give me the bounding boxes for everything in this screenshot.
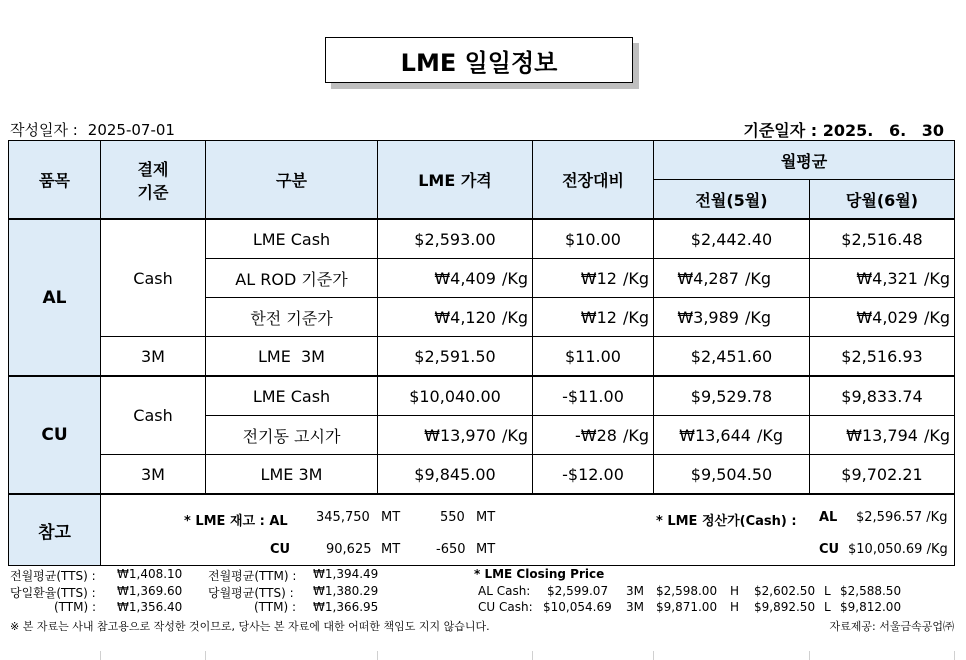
unit-kg: /Kg (744, 307, 771, 327)
header-category: 구분 (206, 141, 378, 220)
settle-label: * LME 정산가(Cash) : (656, 514, 797, 529)
row-prev: ₩4,287 /Kg (654, 259, 810, 298)
al-stock-change: 550 (440, 510, 465, 525)
row-prev: $9,529.78 (654, 376, 810, 416)
row-price: $2,593.00 (378, 219, 533, 259)
fx-value: ₩1,356.40 (117, 600, 183, 614)
closing-3m: $2,598.00 (656, 584, 718, 598)
fx-value: ₩1,394.49 (313, 567, 379, 581)
row-curr: ₩13,794 /Kg (810, 416, 955, 455)
row-price: ₩4,120 /Kg (378, 298, 533, 337)
closing-3m-label: 3M (626, 600, 644, 614)
closing-high: $2,602.50 (754, 584, 816, 598)
base-date-day: 30 (921, 121, 944, 140)
reference-label: 참고 (9, 494, 101, 566)
fx-value: ₩1,366.95 (313, 600, 379, 614)
al-stock: 345,750 (316, 510, 370, 525)
reference-content (100, 492, 954, 564)
table-row (9, 219, 955, 259)
closing-metal: CU Cash: (478, 600, 533, 614)
settle-3m-al: 3M (101, 337, 206, 377)
fx-label: (TTM) : (254, 600, 297, 614)
base-date-year: 2025. (822, 121, 874, 140)
settle-cash-cu: Cash (101, 376, 206, 455)
base-date (743, 118, 944, 141)
written-date-value: 2025-07-01 (87, 121, 175, 139)
al-settle-metal: AL (819, 510, 838, 525)
header-change: 전장대비 (533, 141, 654, 220)
closing-cash: $10,054.69 (543, 600, 612, 614)
row-prev: $9,504.50 (654, 455, 810, 495)
closing-metal: AL Cash: (478, 584, 531, 598)
settle-cash-al: Cash (101, 219, 206, 337)
row-change: $11.00 (533, 337, 654, 377)
row-name: LME 3M (206, 455, 378, 495)
row-name: 한전 기준가 (206, 298, 378, 337)
unit-kg: /Kg (622, 307, 649, 327)
footer (0, 566, 966, 636)
row-price: $10,040.00 (378, 376, 533, 416)
cu-settle-metal: CU (819, 542, 840, 557)
row-prev: ₩13,644 /Kg (654, 416, 810, 455)
header-curr-month: 당월(6월) (810, 180, 955, 220)
header-prev-month: 전월(5월) (654, 180, 810, 220)
row-prev: $2,442.40 (654, 219, 810, 259)
cu-change-unit: MT (476, 542, 496, 557)
fx-label: 당월평균(TTS) : (208, 586, 294, 600)
written-date-label: 작성일자 : (10, 121, 78, 139)
unit-kg: /Kg (501, 307, 528, 327)
header-item: 품목 (9, 141, 101, 220)
closing-3m-label: 3M (626, 584, 644, 598)
closing-low: $9,812.00 (840, 600, 902, 614)
settle-3m-cu: 3M (101, 455, 206, 495)
cu-settle-value: $10,050.69 /Kg (848, 542, 948, 557)
metal-label-al: AL (9, 219, 101, 376)
fx-value: ₩1,408.10 (117, 567, 183, 581)
header-settle-line1: 결제 (137, 159, 169, 179)
unit-kg: /Kg (923, 425, 950, 445)
closing-high: $9,892.50 (754, 600, 816, 614)
unit-kg: /Kg (923, 268, 950, 288)
fx-label: 전월평균(TTM) : (208, 569, 297, 583)
row-change: -$12.00 (533, 455, 654, 495)
row-curr: $9,702.21 (810, 455, 955, 495)
unit-kg: /Kg (501, 425, 528, 445)
closing-high-label: H (730, 584, 740, 598)
row-price: ₩4,409 /Kg (378, 259, 533, 298)
row-name: LME Cash (206, 219, 378, 259)
cu-stock-change: -650 (436, 542, 466, 557)
row-name: 전기동 고시가 (206, 416, 378, 455)
row-curr: $2,516.93 (810, 337, 955, 377)
table-row (9, 455, 955, 495)
unit-kg: /Kg (923, 307, 950, 327)
al-settle-value: $2,596.57 /Kg (856, 510, 948, 525)
unit-kg: /Kg (756, 425, 783, 445)
table-row (9, 337, 955, 377)
row-price: ₩13,970 /Kg (378, 416, 533, 455)
stock-label: * LME 재고 : AL (184, 514, 288, 529)
written-date (10, 119, 175, 140)
closing-low-label: L (824, 584, 831, 598)
header-monthly-avg: 월평균 (654, 141, 955, 180)
row-name: AL ROD 기준가 (206, 259, 378, 298)
cu-stock-unit: MT (381, 542, 401, 557)
row-change: ₩12 /Kg (533, 259, 654, 298)
row-change: $10.00 (533, 219, 654, 259)
row-prev: ₩3,989 /Kg (654, 298, 810, 337)
closing-low: $2,588.50 (840, 584, 902, 598)
fx-value: ₩1,369.60 (117, 584, 183, 598)
row-curr: ₩4,029 /Kg (810, 298, 955, 337)
unit-kg: /Kg (501, 268, 528, 288)
row-curr: $9,833.74 (810, 376, 955, 416)
fx-label: 당일환율(TTS) : (10, 586, 96, 600)
row-price: $2,591.50 (378, 337, 533, 377)
al-change-unit: MT (476, 510, 496, 525)
fx-label: 전월평균(TTS) : (10, 569, 96, 583)
base-date-label: 기준일자 : (743, 121, 818, 140)
row-change: ₩12 /Kg (533, 298, 654, 337)
closing-3m: $9,871.00 (656, 600, 718, 614)
table-row (9, 376, 955, 416)
fx-value: ₩1,380.29 (313, 584, 379, 598)
unit-kg: /Kg (622, 425, 649, 445)
row-change: -$11.00 (533, 376, 654, 416)
closing-title: * LME Closing Price (474, 567, 605, 581)
row-curr: $2,516.48 (810, 219, 955, 259)
header-settle (101, 141, 206, 220)
header-settle-line2: 기준 (137, 182, 169, 202)
row-prev: $2,451.60 (654, 337, 810, 377)
closing-cash: $2,599.07 (547, 584, 609, 598)
metal-label-cu: CU (9, 376, 101, 494)
cu-stock: 90,625 (326, 542, 372, 557)
header-lme-price: LME 가격 (378, 141, 533, 220)
disclaimer: ※ 본 자료는 사내 참고용으로 작성한 것이므로, 당사는 본 자료에 대한 어떠한 책임도 지지 않습니다. (10, 620, 490, 633)
row-name: LME 3M (206, 337, 378, 377)
fx-label: (TTM) : (54, 600, 97, 614)
page-title: LME 일일정보 (325, 37, 633, 83)
cu-stock-label: CU (270, 542, 291, 557)
closing-low-label: L (824, 600, 831, 614)
unit-kg: /Kg (622, 268, 649, 288)
base-date-month: 6. (888, 121, 907, 140)
row-price: $9,845.00 (378, 455, 533, 495)
bottom-gridlines (0, 651, 966, 660)
data-source: 자료제공: 서울금속공업㈜ (829, 620, 954, 633)
al-stock-unit: MT (381, 510, 401, 525)
row-name: LME Cash (206, 376, 378, 416)
unit-kg: /Kg (744, 268, 771, 288)
closing-high-label: H (730, 600, 740, 614)
row-change: -₩28 /Kg (533, 416, 654, 455)
row-curr: ₩4,321 /Kg (810, 259, 955, 298)
